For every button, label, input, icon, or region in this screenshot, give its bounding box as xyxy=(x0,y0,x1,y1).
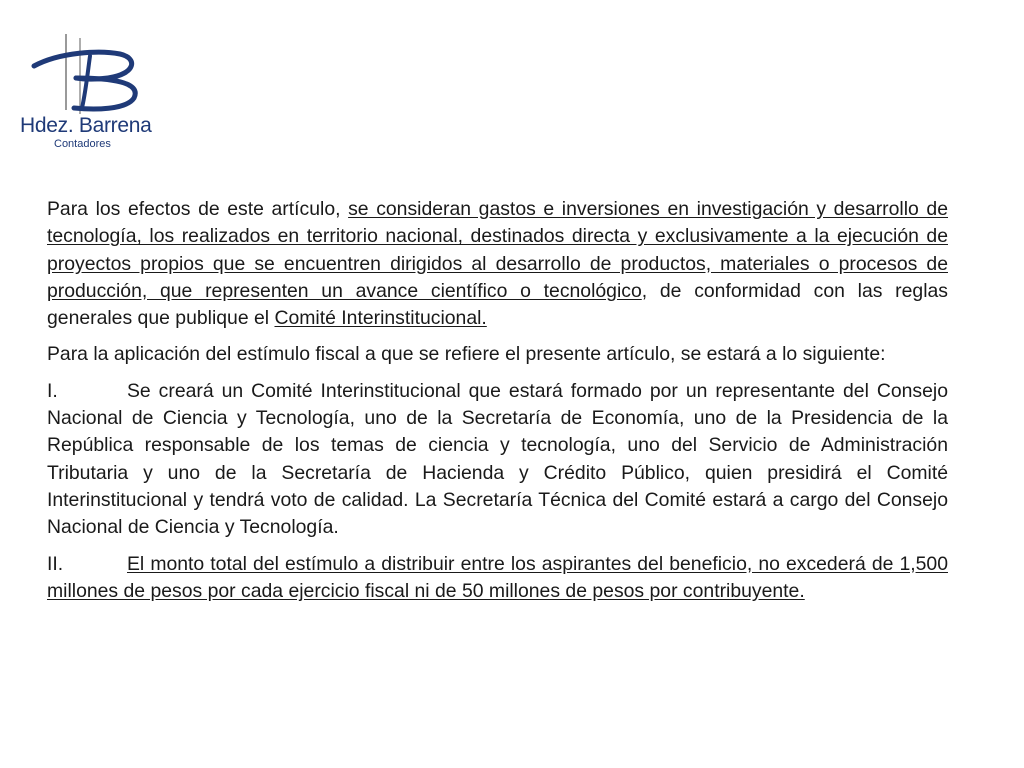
list-item-II xyxy=(47,551,948,606)
paragraph-definition-committee: Comité Interinstitucional. xyxy=(274,307,487,330)
paragraph-definition-middle: , de conformidad con las reglas generales que publique el xyxy=(47,279,948,330)
list-item-text: El monto total del estímulo a distribuir entre los aspirantes del beneficio, no excederá de 1,500 millones de pesos por cada ejercicio fiscal ni de 50 millones de pesos por contribuyente. xyxy=(47,552,948,602)
list-item-number: I. xyxy=(47,379,58,402)
paragraph-definition-underlined: se consideran gastos e inversiones en investigación y desarrollo de tecnología, los realizados en territorio nacional, destinados directa y exclusivamente a la ejecución de proyectos propios que se encuentren dirigidos al desarrollo de productos, materiales o procesos de producción, que representen un avance científico o tecnológico xyxy=(47,198,948,302)
hb-monogram-icon xyxy=(30,30,150,120)
list-item-text: Se creará un Comité Interinstitucional que estará formado por un representante del Consejo Nacional de Ciencia y Tecnología, uno de la Secretaría de Economía, uno de la Presidencia de la República responsable de los temas de ciencia y tecnología, uno del Servicio de Administración Tributaria y uno de la Secretaría de Hacienda y Crédito Público, quien presidirá el Comité Interinstitucional y tendrá voto de calidad. La Secretaría Técnica del Comité estará a cargo del Consejo Nacional de Ciencia y Tecnología. xyxy=(47,379,948,539)
logo-subtitle: Contadores xyxy=(54,138,111,150)
paragraph-definition-intro: Para los efectos de este artículo, xyxy=(47,198,349,220)
logo-name: Hdez. Barrena xyxy=(20,114,152,137)
list-item-number: II. xyxy=(47,552,64,575)
list-item-I xyxy=(47,378,948,542)
paragraph-application: Para la aplicación del estímulo fiscal a que se refiere el presente artículo, se estará a lo siguiente: xyxy=(47,343,886,366)
document-body xyxy=(47,196,948,614)
company-logo xyxy=(18,30,168,155)
paragraph-definition xyxy=(47,196,948,332)
